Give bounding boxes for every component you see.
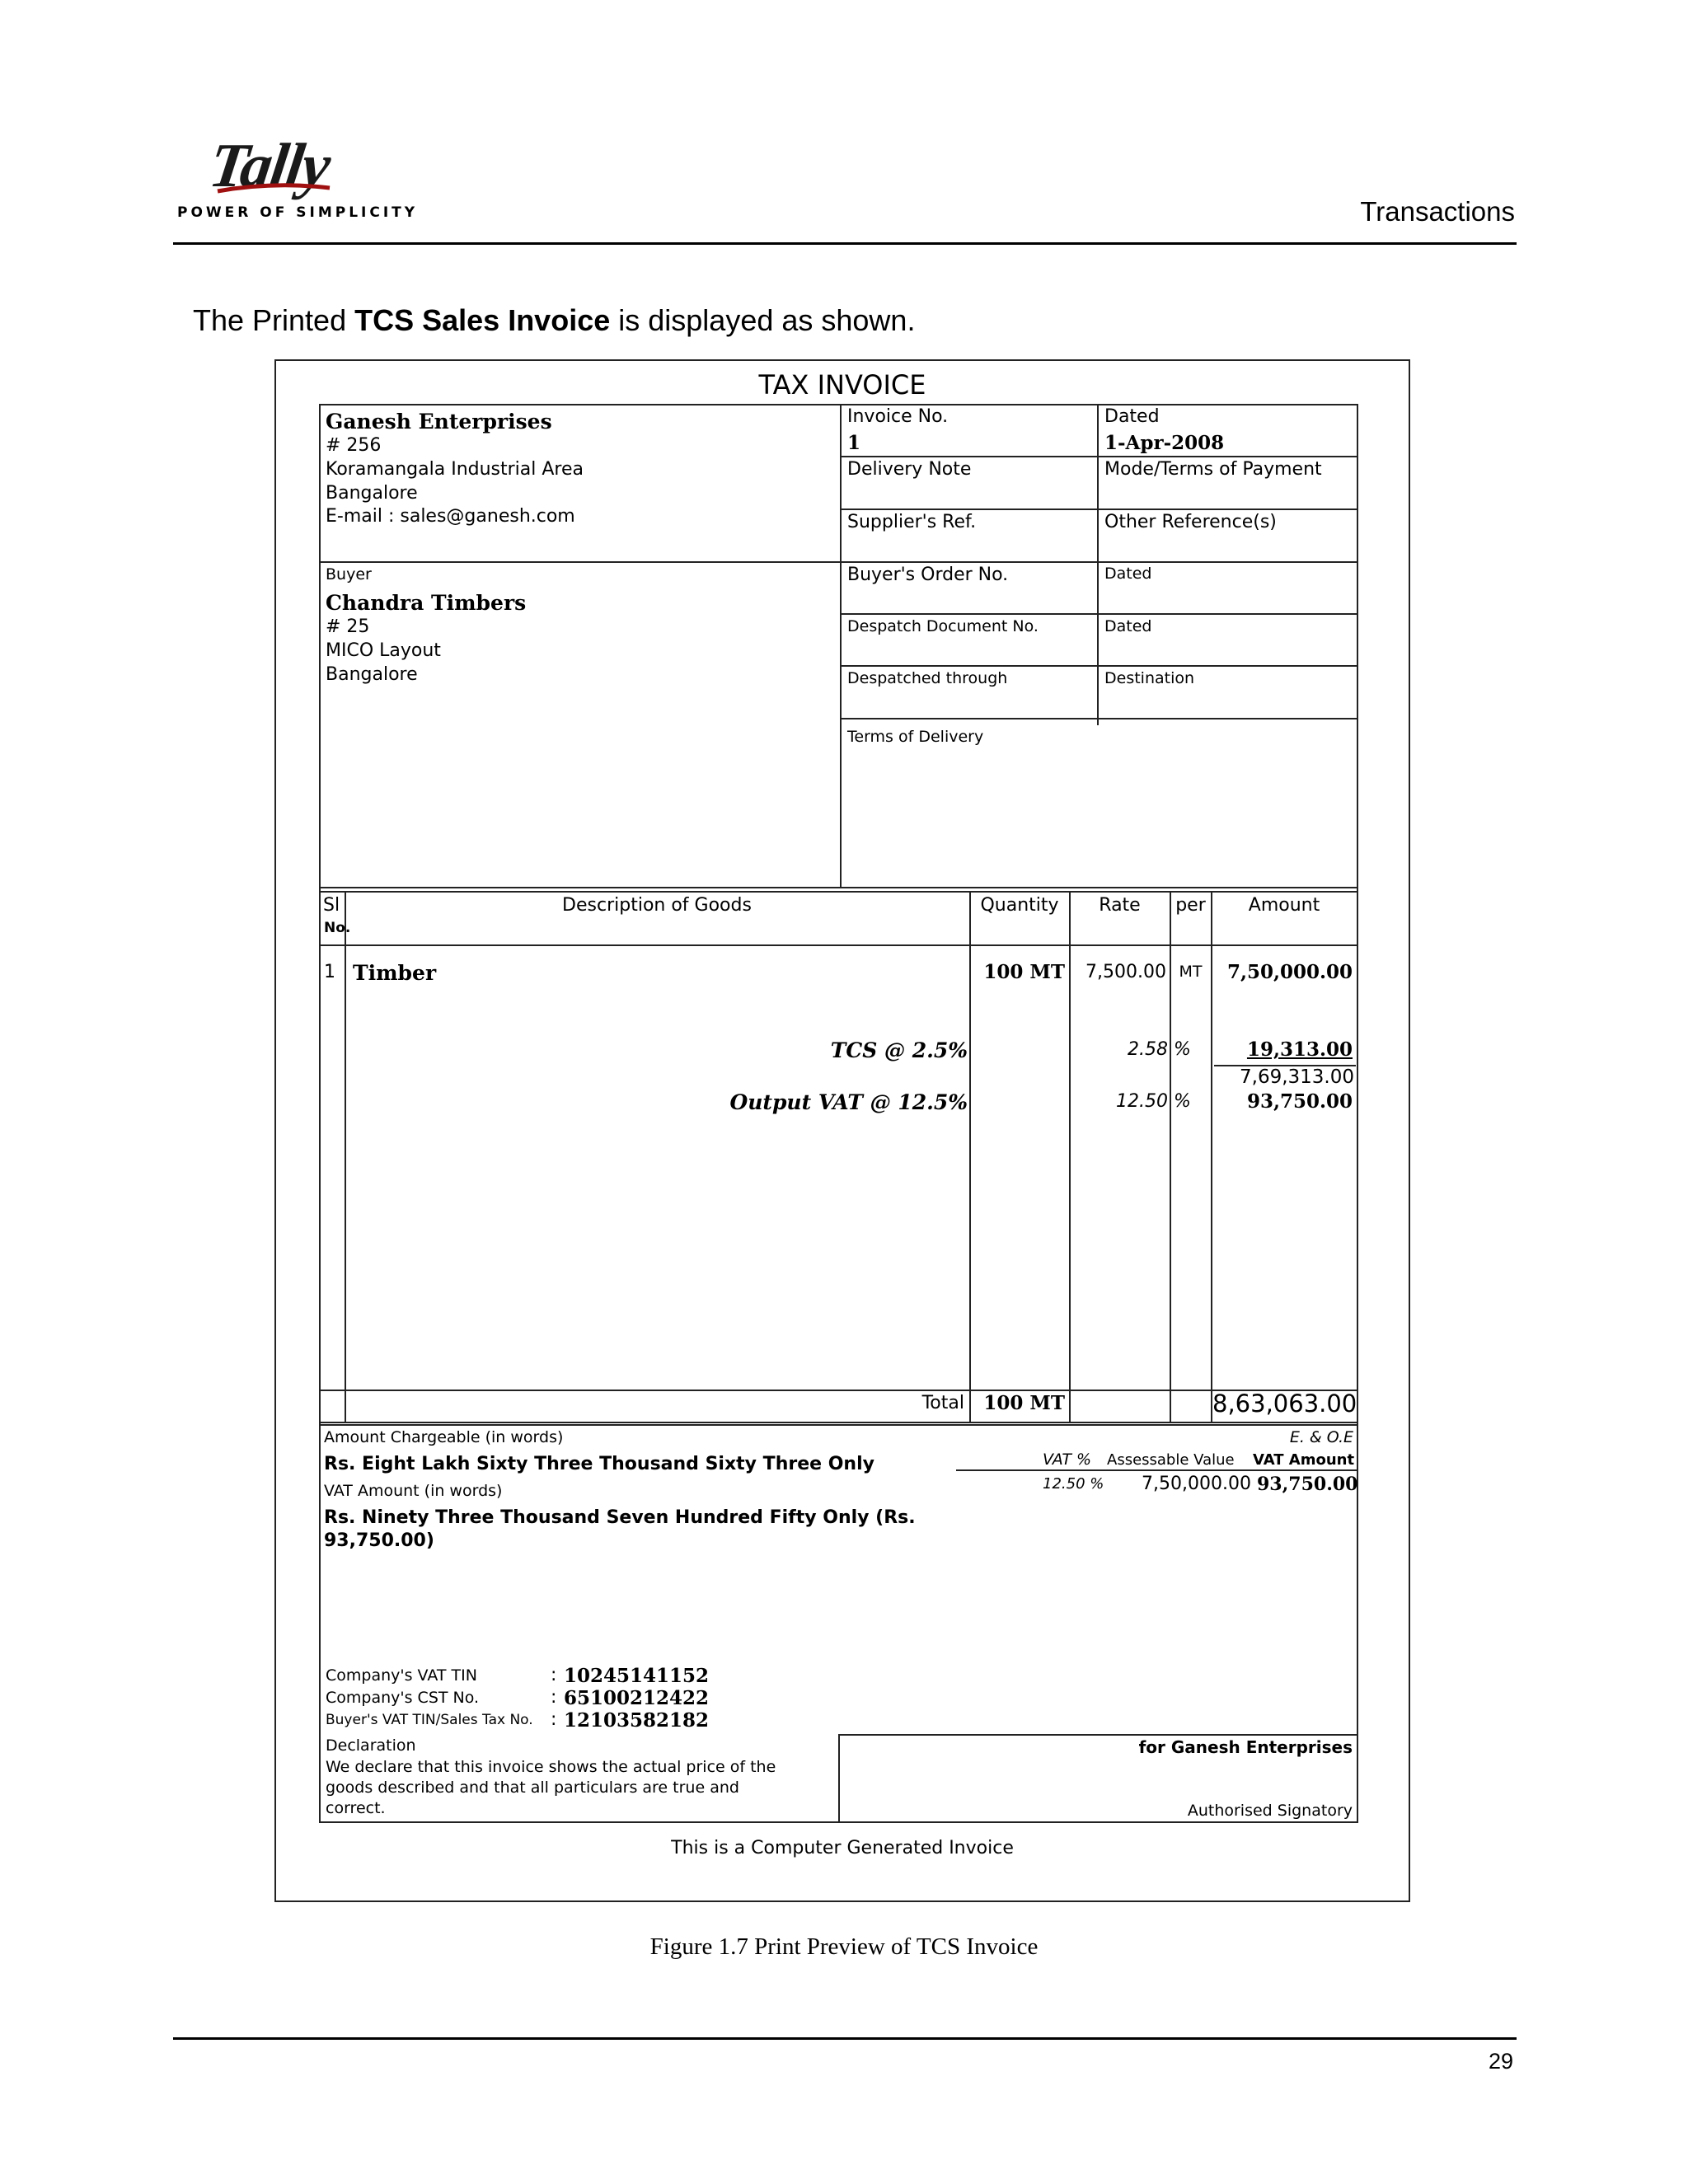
item-rate: 7,500.00: [1085, 962, 1166, 982]
computer-generated-note: This is a Computer Generated Invoice: [671, 1838, 1014, 1858]
logo-tagline: POWER OF SIMPLICITY: [177, 204, 419, 221]
other-ref-label: Other Reference(s): [1104, 512, 1277, 532]
vat-tin-value: 10245141152: [564, 1665, 710, 1687]
vat-amount: 93,750.00: [1246, 1090, 1353, 1113]
seller-address-line: Bangalore: [326, 483, 418, 504]
buyer-address-line: # 25: [326, 616, 370, 637]
vat-amount-value: 93,750.00: [1257, 1474, 1358, 1495]
header-rule: [173, 242, 1517, 245]
section-title: Transactions: [1360, 196, 1515, 227]
seller-name: Ganesh Enterprises: [326, 410, 552, 434]
col-no-header: No.: [324, 920, 351, 936]
tcs-rate: 2.58: [1128, 1039, 1168, 1060]
item-amount: 7,50,000.00: [1226, 961, 1353, 983]
buyer-order-label: Buyer's Order No.: [847, 565, 1009, 585]
vat-pct-header: VAT %: [1043, 1451, 1092, 1469]
vat-words: Rs. Ninety Three Thousand Seven Hundred Fifty Only (Rs.: [324, 1507, 916, 1528]
footer-rule: [173, 2037, 1517, 2040]
item-per: MT: [1179, 963, 1203, 981]
tcs-per: %: [1174, 1039, 1191, 1060]
tally-logo: Tally: [205, 131, 334, 200]
item-qty: 100 MT: [983, 961, 1065, 983]
tcs-label: TCS @ 2.5%: [830, 1038, 968, 1062]
declaration-label: Declaration: [326, 1736, 416, 1755]
buyer-address-line: Bangalore: [326, 664, 418, 685]
buyer-address-line: MICO Layout: [326, 640, 441, 661]
eoe-text: E. & O.E: [1289, 1428, 1353, 1446]
col-qty-header: Quantity: [980, 895, 1059, 916]
buyer-tin-label: Buyer's VAT TIN/Sales Tax No.: [326, 1712, 533, 1728]
cst-no-label: Company's CST No.: [326, 1689, 480, 1707]
seller-address-line: # 256: [326, 435, 382, 456]
seller-email: E-mail : sales@ganesh.com: [326, 506, 575, 527]
col-amount-header: Amount: [1248, 895, 1320, 916]
vat-label: Output VAT @ 12.5%: [729, 1090, 968, 1114]
assessable-value: 7,50,000.00: [1142, 1474, 1251, 1494]
tcs-amount: 19,313.00: [1246, 1038, 1353, 1061]
amount-words-label: Amount Chargeable (in words): [324, 1428, 564, 1446]
amount-words: Rs. Eight Lakh Sixty Three Thousand Sixty Three Only: [324, 1454, 874, 1474]
authorised-signatory: Authorised Signatory: [1187, 1802, 1353, 1820]
order-dated-label: Dated: [1104, 565, 1152, 583]
col-sl-header: Sl: [323, 895, 340, 916]
assessable-header: Assessable Value: [1107, 1451, 1235, 1469]
dated-label: Dated: [1104, 406, 1160, 427]
supplier-ref-label: Supplier's Ref.: [847, 512, 977, 532]
subtotal-amount: 7,69,313.00: [1240, 1066, 1354, 1088]
col-desc-header: Description of Goods: [562, 895, 752, 916]
logo-swoosh-icon: [216, 183, 331, 194]
page-number: 29: [1488, 2049, 1513, 2074]
buyer-label: Buyer: [326, 565, 372, 583]
delivery-note-label: Delivery Note: [847, 459, 972, 480]
declaration-line: correct.: [326, 1799, 386, 1817]
cst-no-value: 65100212422: [564, 1687, 710, 1709]
col-rate-header: Rate: [1099, 895, 1141, 916]
vat-words-cont: 93,750.00): [324, 1530, 434, 1551]
destination-label: Destination: [1104, 669, 1195, 687]
invoice-no-label: Invoice No.: [847, 406, 949, 427]
declaration-line: We declare that this invoice shows the actual price of the: [326, 1758, 776, 1776]
despatched-through-label: Despatched through: [847, 669, 1008, 687]
terms-delivery-label: Terms of Delivery: [847, 728, 984, 746]
vat-pct-value: 12.50 %: [1043, 1475, 1104, 1493]
total-label: Total: [921, 1393, 964, 1413]
col-per-header: per: [1175, 895, 1206, 916]
vat-tin-label: Company's VAT TIN: [326, 1666, 477, 1685]
despatch-dated-label: Dated: [1104, 617, 1152, 635]
despatch-doc-label: Despatch Document No.: [847, 617, 1039, 635]
invoice-no-value: 1: [847, 432, 861, 454]
total-amount: 8,63,063.00: [1212, 1390, 1357, 1418]
for-company: for Ganesh Enterprises: [1138, 1737, 1353, 1757]
item-desc: Timber: [353, 961, 437, 985]
item-sl: 1: [324, 962, 335, 982]
dated-value: 1-Apr-2008: [1104, 432, 1225, 454]
vat-rate: 12.50: [1116, 1091, 1168, 1112]
vat-amount-header: VAT Amount: [1253, 1451, 1355, 1469]
intro-text: The Printed TCS Sales Invoice is displayed as shown.: [193, 303, 916, 337]
figure-caption: Figure 1.7 Print Preview of TCS Invoice: [649, 1933, 1039, 1960]
seller-address-line: Koramangala Industrial Area: [326, 459, 584, 480]
mode-terms-label: Mode/Terms of Payment: [1104, 459, 1322, 480]
vat-words-label: VAT Amount (in words): [324, 1482, 503, 1500]
buyer-name: Chandra Timbers: [326, 591, 527, 615]
declaration-line: goods described and that all particulars are true and: [326, 1779, 739, 1797]
total-qty: 100 MT: [983, 1392, 1065, 1414]
invoice-title: TAX INVOICE: [758, 369, 926, 401]
vat-per: %: [1174, 1091, 1191, 1112]
buyer-tin-value: 12103582182: [564, 1709, 710, 1732]
